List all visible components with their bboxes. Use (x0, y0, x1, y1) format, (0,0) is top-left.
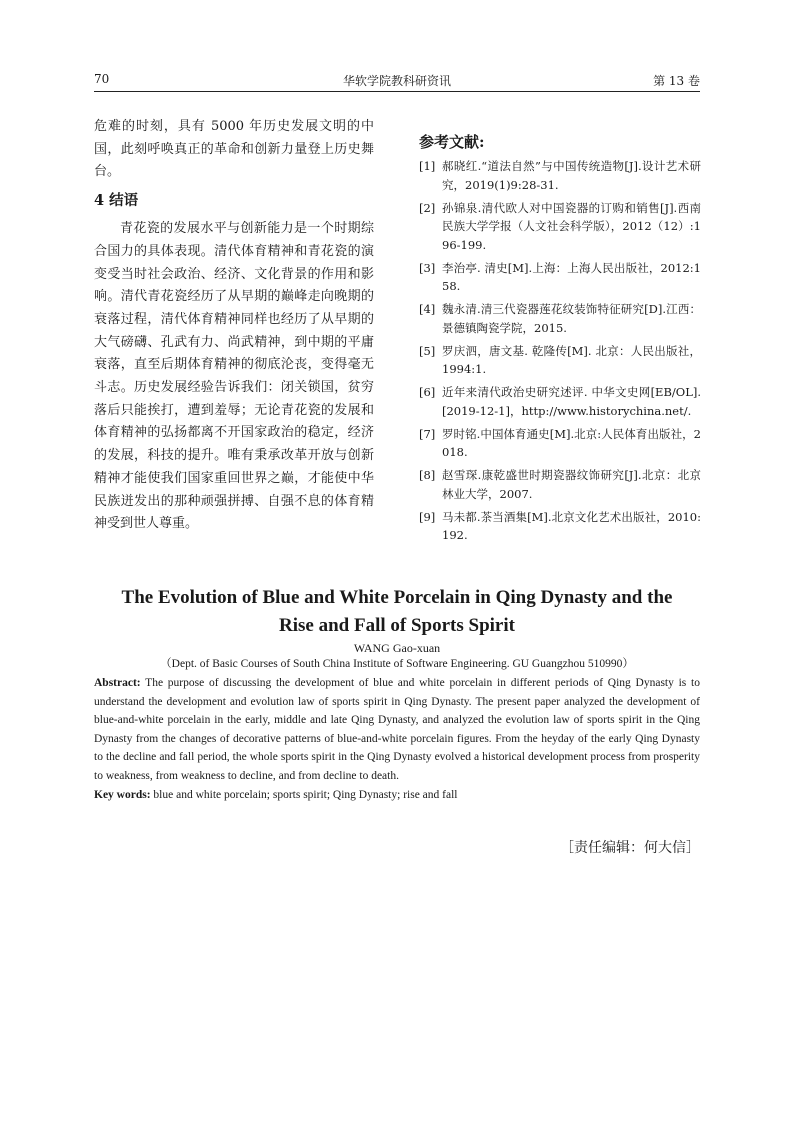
references-section (419, 131, 701, 549)
keywords-label: Key words: (94, 789, 151, 801)
reference-number: [4] (419, 302, 436, 316)
reference-number: [7] (419, 426, 436, 441)
reference-text: 赵雪琛.康乾盛世时期瓷器纹饰研究[J].北京：北京林业大学，2007. (442, 468, 701, 501)
reference-number: [6] (419, 385, 436, 399)
page-header (94, 72, 700, 90)
header-divider (94, 91, 700, 92)
reference-item (419, 425, 701, 462)
reference-item (419, 300, 701, 337)
editor-note: ［责任编辑：何大信］ (560, 840, 700, 856)
reference-item (419, 342, 701, 379)
conclusion-paragraph: 青花瓷的发展水平与创新能力是一个时期综合国力的具体表现。清代体育精神和青花瓷的演变受当时社会政治、经济、文化背景的作用和影响。清代青花瓷经历了从早期的巅峰走向晚期的衰落过程，清代体育精神同样也经历了从早期的大气磅礴、孔武有力、尚武精神，到中期的平庸衰落，直至后期体育精神的彻底沦丧，变得毫无斗志。历史发展经验告诉我们：闭关锁国，贫穷落后只能挨打，遭到羞辱；无论青花瓷的发展和体育精神的弘扬都离不开国家政治的稳定，经济的发展，科技的提升。唯有秉承改革开放与创新精神才能使我们国家重回世界之巅，才能使中华民族迸发出的那种顽强拼搏、自强不息的体育精神受到世人尊重。 (94, 221, 374, 532)
section-heading-conclusion: 4 结语 (94, 192, 139, 210)
left-column (94, 116, 374, 536)
reference-text: 马未都.茶当酒集[M].北京文化艺术出版社，2010:192. (442, 509, 701, 542)
reference-text: 郝晓红.“道法自然”与中国传统造物[J].设计艺术研究，2019(1)9:28-31. (442, 159, 701, 192)
reference-number: [5] (419, 343, 436, 358)
reference-text: 近年来清代政治史研究述评. 中华文史网[EB/OL].[2019-12-1]，http://www.historychina.net/. (442, 385, 701, 418)
reference-text: 罗庆泗，唐文基. 乾隆传[M]. 北京：人民出版社，1994:1. (442, 343, 701, 376)
reference-text: 李治亭. 清史[M].上海：上海人民出版社，2012:158. (442, 260, 701, 293)
reference-number: [9] (419, 509, 436, 524)
reference-item (419, 383, 701, 420)
journal-title: 华软学院教科研资讯 (342, 74, 451, 88)
reference-list (419, 157, 701, 545)
reference-number: [1] (419, 159, 436, 173)
reference-text: 孙锦泉.清代欧人对中国瓷器的订购和销售[J].西南民族大学学报（人文社会科学版），2012（12）:196-199. (442, 200, 701, 252)
english-title-line-2: Rise and Fall of Sports Spirit (279, 615, 515, 636)
abstract-text: The purpose of discussing the development of blue and white porcelain in different periods of Qing Dynasty is to understand the development and evolution law of sports spirit in Qing Dynasty. The present paper analyzed the development of blue-and-white porcelain in the early, middle and late Qing Dynasty, and analyzed the evolution law of sports spirit in the Qing Dynasty from the changes of decorative patterns of blue-and-white porcelain figures. From the heyday of the early Qing Dynasty to the decline and fall period, the whole sports spirit in the Qing Dynasty evolved a historical development process from prosperity to weakness, from weakness to decline, and from decline to death. (94, 677, 700, 782)
author-affiliation: （Dept. of Basic Courses of South China Institute of Software Engineering. GU Guangzhou 510990） (160, 658, 634, 670)
abstract-label: Abstract: (94, 677, 141, 689)
page-number: 70 (94, 72, 110, 86)
english-title-line-1: The Evolution of Blue and White Porcelain in Qing Dynasty and the (121, 587, 673, 608)
reference-item (419, 508, 701, 545)
intro-paragraph: 危难的时刻，具有 5000 年历史发展文明的中国，此刻呼唤真正的革命和创新力量登上历史舞台。 (94, 119, 374, 180)
reference-item (419, 157, 701, 194)
reference-text: 魏永清.清三代瓷器莲花纹装饰特征研究[D].江西：景德镇陶瓷学院，2015. (442, 302, 701, 335)
keywords-text: blue and white porcelain; sports spirit; Qing Dynasty; rise and fall (153, 789, 458, 801)
reference-item (419, 259, 701, 296)
english-keywords (94, 786, 700, 804)
reference-number: [8] (419, 468, 436, 482)
volume-label: 第 13 卷 (653, 74, 700, 88)
reference-number: [2] (419, 200, 436, 215)
english-title (94, 584, 700, 640)
author-name: WANG Gao-xuan (353, 641, 441, 655)
references-heading: 参考文献: (419, 133, 485, 151)
reference-number: [3] (419, 260, 436, 275)
reference-item (419, 466, 701, 503)
reference-text: 罗时铭.中国体育通史[M].北京:人民体育出版社，2018. (442, 426, 701, 459)
english-abstract (94, 674, 700, 785)
reference-item (419, 199, 701, 255)
